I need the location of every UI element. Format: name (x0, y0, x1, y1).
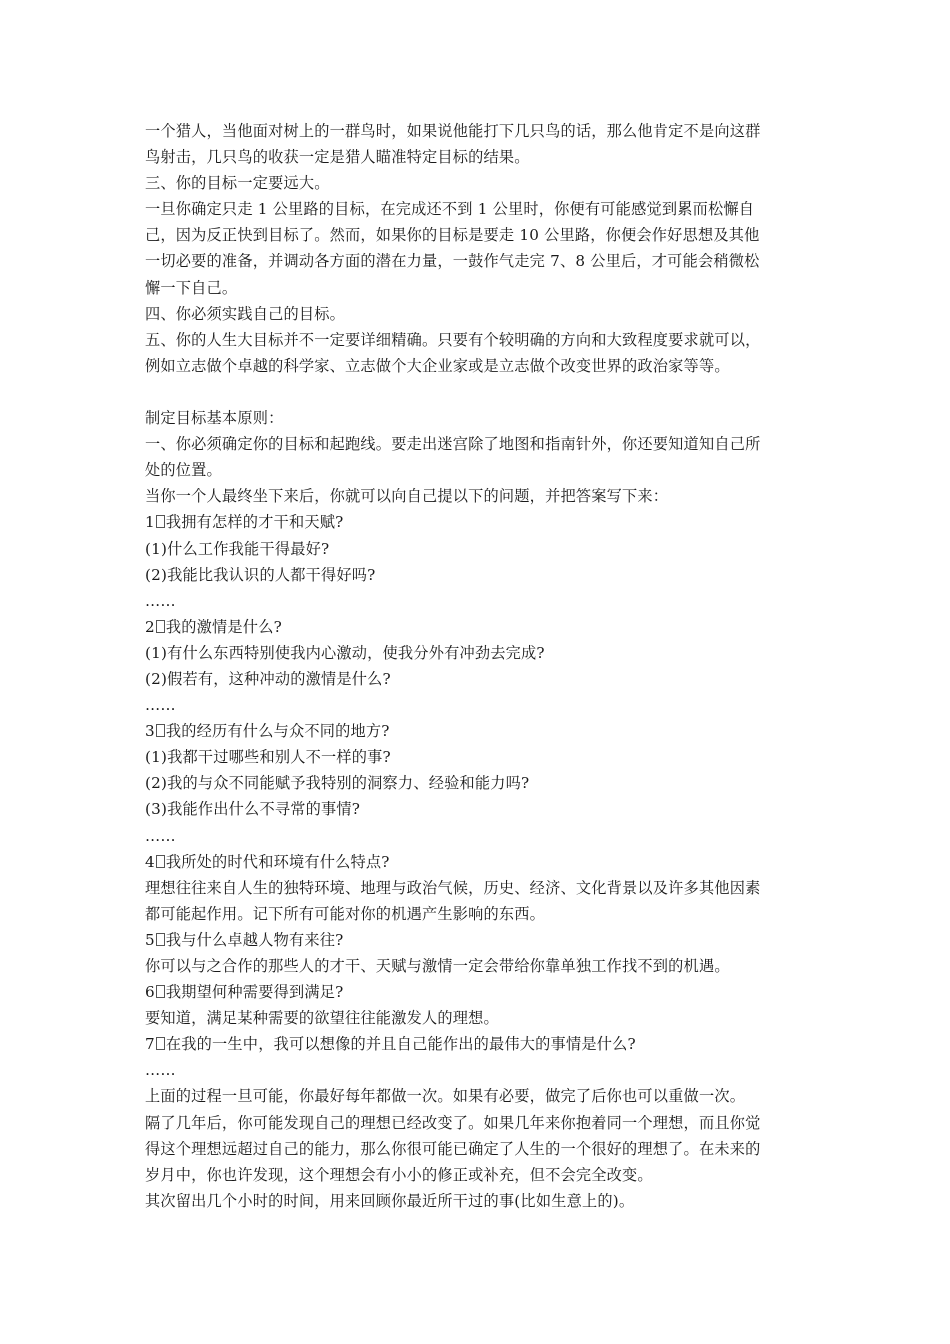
question-number: 1 (145, 513, 155, 532)
text-line (145, 823, 813, 849)
line-text: 一个猎人，当他面对树上的一群鸟时，如果说他能打下几只鸟的话，那么他肯定不是向这群 (145, 122, 761, 140)
line-text: 鸟射击，几只鸟的收获一定是猎人瞄准特定目标的结果。 (145, 148, 530, 167)
line-text: 一、你必须确定你的目标和起跑线。要走出迷宫除了地图和指南针外，你还要知道知自己所 (145, 435, 761, 454)
question-number: 4 (145, 852, 155, 871)
line-text: 要知道，满足某种需要的欲望往往能激发人的理想。 (145, 1009, 499, 1028)
line-text: 懈一下自己。 (145, 278, 238, 297)
text-line (145, 353, 813, 379)
line-text: 理想往往来自人生的独特环境、地理与政治气候，历史、经济、文化背景以及许多其他因素 (145, 878, 761, 897)
text-line (145, 692, 813, 718)
text-line (145, 1057, 813, 1083)
document-body (145, 118, 813, 1214)
text-line (145, 327, 813, 353)
line-text: 一切必要的准备，并调动各方面的潜在力量，一鼓作气走完 7、8 公里后，才可能会稍微松 (145, 252, 760, 271)
line-text: 我的激情是什么? (165, 617, 282, 636)
text-line (145, 666, 813, 692)
line-text: 一旦你确定只走 1 公里路的目标，在完成还不到 1 公里时，你便有可能感觉到累而松懈自 (145, 200, 755, 219)
text-line (145, 536, 813, 562)
line-text: 我期望何种需要得到满足? (165, 983, 344, 1002)
numbered-question-line (145, 849, 813, 875)
blank-line (145, 379, 813, 405)
text-line (145, 588, 813, 614)
line-text: 当你一个人最终坐下来后，你就可以向自己提以下的问题，并把答案写下来： (145, 487, 669, 506)
line-text: 我的经历有什么与众不同的地方? (165, 722, 390, 741)
line-text: 我与什么卓越人物有来往? (165, 930, 344, 949)
missing-glyph-box-icon (156, 933, 165, 946)
question-number: 7 (145, 1035, 155, 1054)
question-number: 6 (145, 983, 155, 1002)
text-line (145, 1110, 813, 1136)
missing-glyph-box-icon (156, 724, 165, 737)
line-text: 五、你的人生大目标并不一定要详细精确。只要有个较明确的方向和大致程度要求就可以， (145, 330, 761, 349)
line-text: 得这个理想远超过自己的能力，那么你很可能已确定了人生的一个很好的理想了。在未来的 (145, 1139, 761, 1158)
numbered-question-line (145, 718, 813, 744)
line-text: …… (145, 826, 176, 845)
text-line (145, 640, 813, 666)
line-text: 我拥有怎样的才干和天赋? (165, 513, 344, 532)
text-line (145, 796, 813, 822)
text-line (145, 170, 813, 196)
line-text: …… (145, 1061, 176, 1080)
text-line (145, 744, 813, 770)
missing-glyph-box-icon (156, 985, 165, 998)
line-text: …… (145, 591, 176, 610)
line-text: (2)我的与众不同能赋予我特别的洞察力、经验和能力吗? (145, 774, 530, 793)
text-line (145, 770, 813, 796)
text-line (145, 875, 813, 901)
text-line (145, 144, 813, 170)
missing-glyph-box-icon (156, 515, 165, 528)
missing-glyph-box-icon (156, 1037, 165, 1050)
numbered-question-line (145, 509, 813, 535)
line-text: 其次留出几个小时的时间，用来回顾你最近所干过的事(比如生意上的)。 (145, 1191, 635, 1210)
numbered-question-line (145, 614, 813, 640)
text-line (145, 483, 813, 509)
line-text: 你可以与之合作的那些人的才干、天赋与激情一定会带给你靠单独工作找不到的机遇。 (145, 957, 730, 975)
text-line (145, 1005, 813, 1031)
text-line (145, 222, 813, 248)
line-text: 上面的过程一旦可能，你最好每年都做一次。如果有必要，做完了后你也可以重做一次。 (145, 1087, 746, 1106)
text-line (145, 196, 813, 222)
question-number: 5 (145, 930, 155, 949)
missing-glyph-box-icon (156, 855, 165, 868)
text-line (145, 248, 813, 274)
text-line (145, 118, 813, 144)
numbered-question-line (145, 979, 813, 1005)
text-line (145, 431, 813, 457)
line-text: 处的位置。 (145, 461, 222, 480)
text-line (145, 301, 813, 327)
text-line (145, 275, 813, 301)
line-text: (1)什么工作我能干得最好? (145, 539, 330, 558)
text-line (145, 1188, 813, 1214)
line-text: (3)我能作出什么不寻常的事情? (145, 800, 361, 819)
text-line (145, 1136, 813, 1162)
line-text: 制定目标基本原则： (145, 409, 284, 428)
line-text: 都可能起作用。记下所有可能对你的机遇产生影响的东西。 (145, 904, 546, 923)
line-text: 隔了几年后，你可能发现自己的理想已经改变了。如果几年来你抱着同一个理想，而且你觉 (145, 1113, 761, 1132)
line-text: 四、你必须实践自己的目标。 (145, 304, 346, 323)
text-line (145, 901, 813, 927)
line-text: (1)我都干过哪些和别人不一样的事? (145, 748, 391, 767)
numbered-question-line (145, 927, 813, 953)
line-text: …… (145, 696, 176, 715)
line-text: 在我的一生中，我可以想像的并且自己能作出的最伟大的事情是什么? (165, 1035, 636, 1054)
numbered-question-line (145, 1031, 813, 1057)
line-text: (2)假若有，这种冲动的激情是什么? (145, 669, 391, 688)
line-text: (2)我能比我认识的人都干得好吗? (145, 565, 376, 584)
text-line (145, 405, 813, 431)
line-text: 岁月中，你也许发现，这个理想会有小小的修正或补充，但不会完全改变。 (145, 1165, 653, 1184)
text-line (145, 1162, 813, 1188)
missing-glyph-box-icon (156, 620, 165, 633)
text-line (145, 953, 813, 979)
line-text: (1)有什么东西特别使我内心激动，使我分外有冲劲去完成? (145, 643, 545, 662)
question-number: 2 (145, 617, 155, 636)
text-line (145, 457, 813, 483)
line-text: 己，因为反正快到目标了。然而，如果你的目标是要走 10 公里路，你便会作好思想及其他 (145, 226, 760, 245)
line-text: 我所处的时代和环境有什么特点? (165, 852, 390, 871)
text-line (145, 562, 813, 588)
text-line (145, 1083, 813, 1109)
line-text: 三、你的目标一定要远大。 (145, 174, 330, 193)
question-number: 3 (145, 722, 155, 741)
line-text: 例如立志做个卓越的科学家、立志做个大企业家或是立志做个改变世界的政治家等等。 (145, 356, 730, 375)
